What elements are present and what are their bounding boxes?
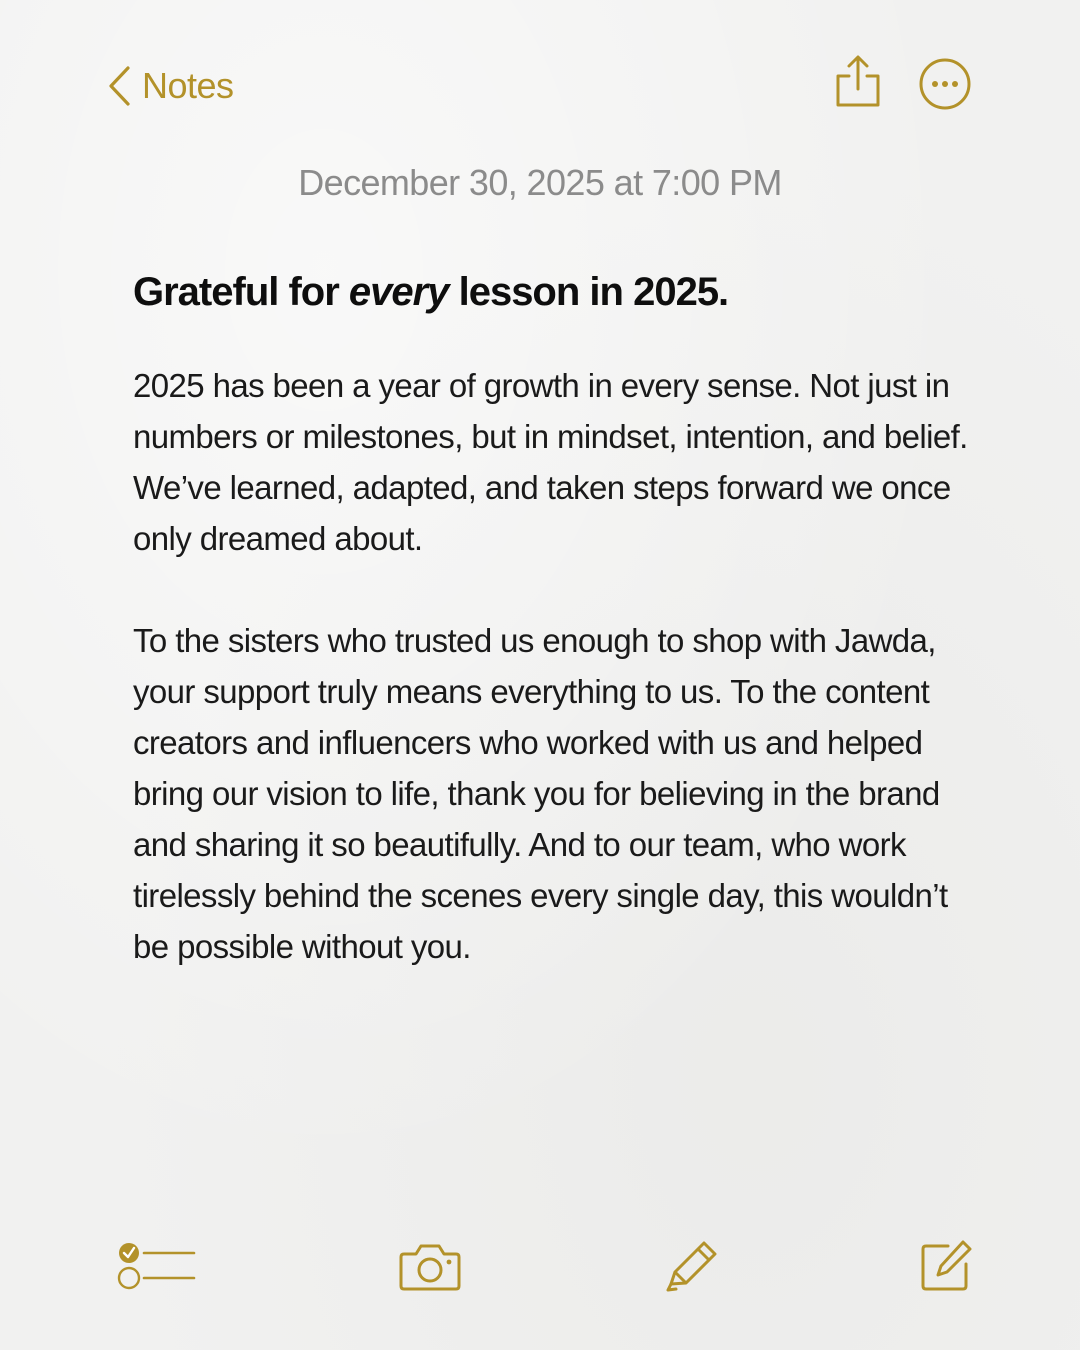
more-options-button[interactable] — [918, 57, 972, 111]
title-emphasis: every — [348, 270, 449, 314]
checklist-button[interactable] — [116, 1240, 196, 1292]
camera-icon — [398, 1240, 462, 1292]
note-paragraph-2[interactable]: To the sisters who trusted us enough to shop with Jawda, your support truly means everything to us. To the content creators and influencers who worked with us and helped bring our vision to life, thank you for believing in the brand and sharing it so beautifully. And to our team, who work tirelessly behind the scenes every single day, this wouldn’t be possible without you. — [133, 622, 948, 965]
checklist-icon — [116, 1240, 196, 1292]
back-to-notes-button[interactable] — [106, 62, 234, 110]
markup-button[interactable] — [664, 1238, 720, 1294]
back-label: Notes — [142, 65, 234, 106]
share-button[interactable] — [832, 54, 884, 110]
note-paragraph-1[interactable]: 2025 has been a year of growth in every sense. Not just in numbers or milestones, but in mindset, intention, and belief. We’ve learned, adapted, and taken steps forward we once only dreamed about. — [133, 367, 968, 557]
camera-button[interactable] — [398, 1240, 462, 1292]
title-text-start: Grateful for — [133, 270, 349, 314]
compose-button[interactable] — [918, 1238, 974, 1294]
chevron-left-icon — [106, 64, 132, 108]
share-icon — [832, 54, 884, 110]
title-text-end: lesson in 2025. — [448, 270, 729, 314]
markup-pen-icon — [664, 1238, 720, 1294]
note-date: December 30, 2025 at 7:00 PM — [298, 162, 782, 203]
compose-icon — [918, 1238, 974, 1294]
note-title[interactable] — [133, 270, 1013, 315]
ellipsis-circle-icon — [918, 57, 972, 111]
